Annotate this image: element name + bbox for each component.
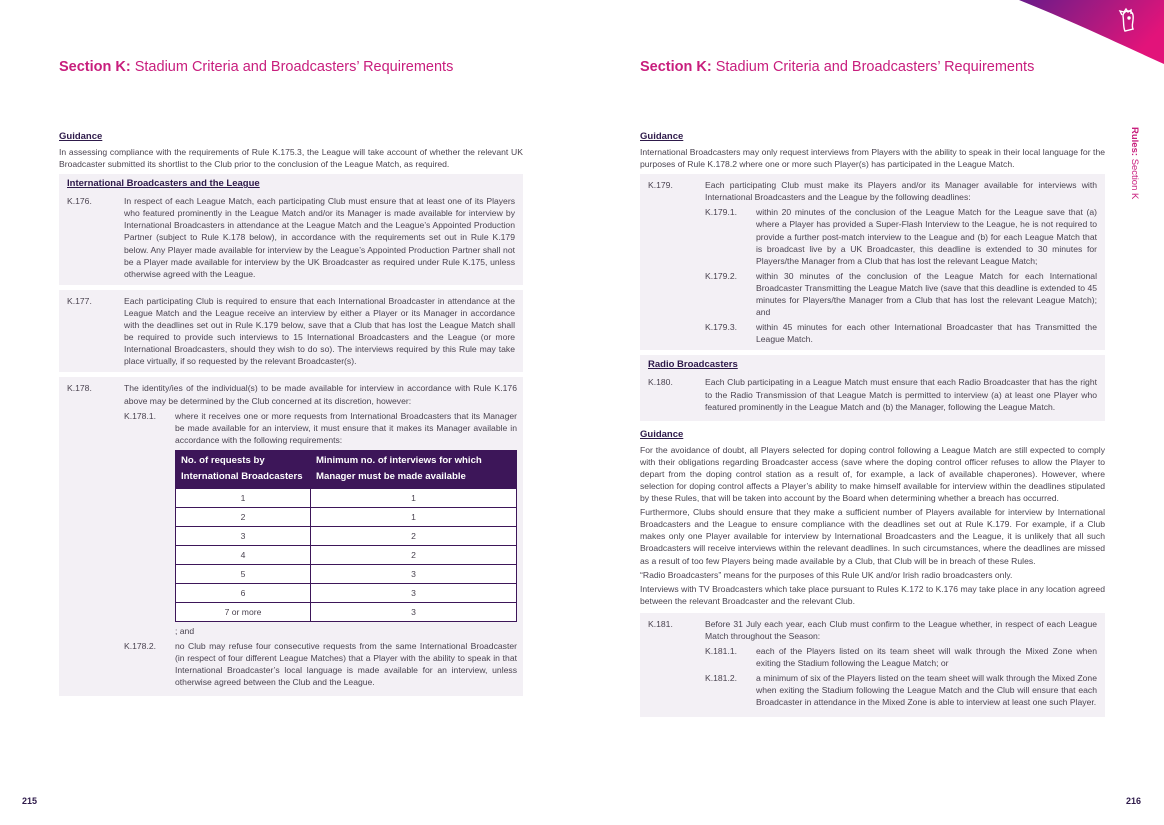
right-content	[640, 131, 1105, 717]
rule-k176: K.176. In respect of each League Match, each participating Club must ensure that at least one of its Players who featured prominently in the League Match and/or its Manager is made available for interview by International Broadcasters in attendance at the League Match and the League’s Appointed Production Partner (subject to Rule K.178 below), in accordance with the requirements set out in Rule K.179 below. Any Player made available for interview by the League’s Appointed Production Partner shall not be a Player made available for interview by the UK Broadcaster as required under Rule K.175, unless otherwise agreed with the League.	[67, 196, 515, 279]
rule-k178: K.178. The identity/ies of the individual(s) to be made available for interview in accordance with Rule K.176 above may be determined by the Club concerned at its discretion, however: K.178.1. where it receives one or more requests from International Broadcasters that its Manager be made available for an interview, it must ensure that it makes its Manager available in accordance with the following requirements: No. of requests by International Broadcasters Minimum no. of interviews for which Manager must be made available 1 1 2 1 3 2 4 2 5 3 6 3 7 or more 3 ; and K.178.2. no Club may refuse four consecutive requests from the same International Broadcaster (in respect of four different League Matches) that a Player with the ability to speak in that International Broadcaster’s local language is made available for an interview, unless otherwise agreed between the Club and the League.	[67, 383, 517, 688]
rule-k179-1: K.179.1. within 20 minutes of the conclusion of the League Match for the League save that (a) where a Player has provided a Super-Flash Interview to the League, he is not required to provide a further post-match interview to the League and (b) for each League Match that is broadcast live by a UK Broadcaster, this deadline is extended to 30 minutes for Players/the Manager from a Club that has lost the relevant League Match;	[705, 207, 1097, 266]
table-row: 6 3	[176, 583, 517, 602]
table-row: 3 2	[176, 526, 517, 545]
k179-box	[640, 174, 1105, 421]
table-row: 4 2	[176, 545, 517, 564]
radio-broadcasters-heading: Radio Broadcasters	[648, 359, 738, 371]
table-header-requests: No. of requests by International Broadcasters	[176, 450, 311, 488]
rule-k179-3: K.179.3. within 45 minutes for each other International Broadcaster that has Transmitted the League Match.	[705, 322, 1097, 345]
table-row: 5 3	[176, 564, 517, 583]
guidance-heading-2: Guidance	[640, 428, 684, 440]
guidance-heading: Guidance	[59, 131, 103, 142]
divider	[640, 350, 1105, 355]
rule-k179-2: K.179.2. within 30 minutes of the conclusion of the League Match for each International Broadcaster Transmitting the League Match live (save that this deadline is extended to 45 minutes for Players/the Manager from a Club that has lost the relevant League Match); and	[705, 270, 1097, 318]
manager-interview-table	[175, 450, 517, 622]
rule-k179: K.179. Each participating Club must make its Players and/or its Manager available for interviews with International Broadcasters and the League by the following deadlines: K.179.1. within 20 minutes of the conclusion of the League Match for the League save that (a) where a Player has provided a Super-Flash Interview to the League, he is not required to provide a further post-match interview to the League and (b) for each League Match that is broadcast live by a UK Broadcaster, this deadline is extended to 30 minutes for Players/the Manager from a Club that has lost the relevant League Match; K.179.2. within 30 minutes of the conclusion of the League Match for each International Broadcaster Transmitting the League Match live (save that this deadline is extended to 45 minutes for Players/the Manager from a Club that has lost the relevant League Match); and K.179.3. within 45 minutes for each other International Broadcaster that has Transmitted the League Match.	[648, 180, 1097, 345]
intl-broadcasters-heading: International Broadcasters and the League	[67, 178, 260, 190]
table-row: 1 1	[176, 488, 517, 507]
rule-k177: K.177. Each participating Club is required to ensure that each International Broadcaster in attendance at the League Match and the League receive an interview by either a Player or its Manager in accordance with the deadlines set out in Rule K.179 below, save that a Club that has lost the League Match shall be required to provide such interviews to 15 International Broadcasters and the League (or more International Broadcasters, should they wish to do so). The interviews required by this Rule may take place virtually, if so requested by the relevant Broadcaster(s).	[67, 295, 515, 367]
rule-k178-1: K.178.1. where it receives one or more requests from International Broadcasters that its Manager be made available for an interview, it must ensure that it makes its Manager available in accordance with the following requirements: No. of requests by International Broadcasters Minimum no. of interviews for which Manager must be made available 1 1 2 1 3 2 4 2 5 3 6 3 7 or more 3 ; and	[124, 410, 517, 636]
page-number: 216	[1126, 796, 1142, 806]
rule-k180: K.180. Each Club participating in a League Match must ensure that each Radio Broadcaster that has the right to the Radio Transmission of that League Match is permitted to interview (a) at least one Player who featured prominently in the League Match and (b) the Manager, following the League Match.	[648, 377, 1097, 412]
left-content	[59, 131, 523, 696]
corner-swoosh	[1019, 0, 1164, 64]
divider	[59, 285, 523, 290]
rule-k178-2: K.178.2. no Club may refuse four consecutive requests from the same International Broadcaster (in respect of four different League Matches) that a Player with the ability to speak in that International Broadcaster’s local language is made available for an interview, unless otherwise agreed between the Club and the League.	[124, 640, 517, 688]
rules-section-tab: Rules: Section K	[1129, 127, 1140, 200]
guidance-heading: Guidance	[640, 131, 684, 142]
guidance-text: In assessing compliance with the requirements of Rule K.175.3, the League will take account of whether the relevant UK Broadcaster submitted its shortlist to the Club prior to the conclusion of the League Match, as required.	[59, 147, 523, 170]
table-row: 2 1	[176, 507, 517, 526]
intl-broadcasters-box	[59, 174, 523, 696]
rule-k181-1: K.181.1. each of the Players listed on its team sheet will walk through the Mixed Zone when exiting the Stadium following the League Match; or	[705, 646, 1097, 669]
section-title: Section K: Stadium Criteria and Broadcasters’ Requirements	[640, 59, 1035, 75]
right-page	[582, 0, 1164, 825]
table-row: 7 or more 3	[176, 602, 517, 621]
brand-corner	[1019, 0, 1164, 68]
guidance-text: International Broadcasters may only request interviews from Players with the ability to speak in their local language for the purposes of Rule K.178.2 where one or more such Player(s) has participated in the League Match.	[640, 147, 1105, 170]
section-title: Section K: Stadium Criteria and Broadcasters’ Requirements	[59, 59, 454, 75]
page-number: 215	[22, 796, 38, 806]
guidance-paragraph: Interviews with TV Broadcasters which take place pursuant to Rules K.172 to K.176 may take place in any location agreed between the relevant Broadcaster and the relevant Club.	[640, 583, 1105, 606]
divider	[59, 372, 523, 377]
rule-k181: K.181. Before 31 July each year, each Club must confirm to the League whether, in respect of each League Match throughout the Season: K.181.1. each of the Players listed on its team sheet will walk through the Mixed Zone when exiting the Stadium following the League Match; or K.181.2. a minimum of six of the Players listed on the team sheet will walk through the Mixed Zone when exiting the Stadium following the League Match and the Club will ensure that each Broadcaster in attendance in the Mixed Zone is able to interview at least one such Player.	[648, 618, 1097, 708]
k181-box	[640, 613, 1105, 717]
table-header-minimum: Minimum no. of interviews for which Manager must be made available	[311, 450, 517, 488]
rule-k181-2: K.181.2. a minimum of six of the Players listed on the team sheet will walk through the Mixed Zone when exiting the Stadium following the League Match and the Club will ensure that each Broadcaster in attendance in the Mixed Zone is able to interview at least one such Player.	[705, 673, 1097, 708]
guidance-paragraph: “Radio Broadcasters” means for the purposes of this Rule UK and/or Irish radio broadcasters only.	[640, 569, 1013, 580]
guidance-paragraph: For the avoidance of doubt, all Players selected for doping control following a League Match are still expected to comply with their obligations regarding Broadcaster access (save where the doping control officer refuses to allow the Player to depart from the doping control station as a result of, for example, a lack of available chaperones). However, where selection for doping control affects a Player’s ability to make himself available for interview within the deadlines stipulated by these Rules, that will be taken into account by the Board when determining whether a breach has occurred.	[640, 444, 1105, 504]
guidance-paragraph: Furthermore, Clubs should ensure that they make a sufficient number of Players available for interview by International Broadcasters and the League to ensure compliance with the deadlines set out at Rule K.179. For example, if a Club makes only one Player available for interview by International Broadcasters and the League, it is unlikely that all such Broadcasters will receive interviews within the relevant deadlines. In such circumstances, where the deadlines are missed as a result of too few Players being made available by a Club, that Club will be in breach of these Rules.	[640, 507, 1105, 566]
